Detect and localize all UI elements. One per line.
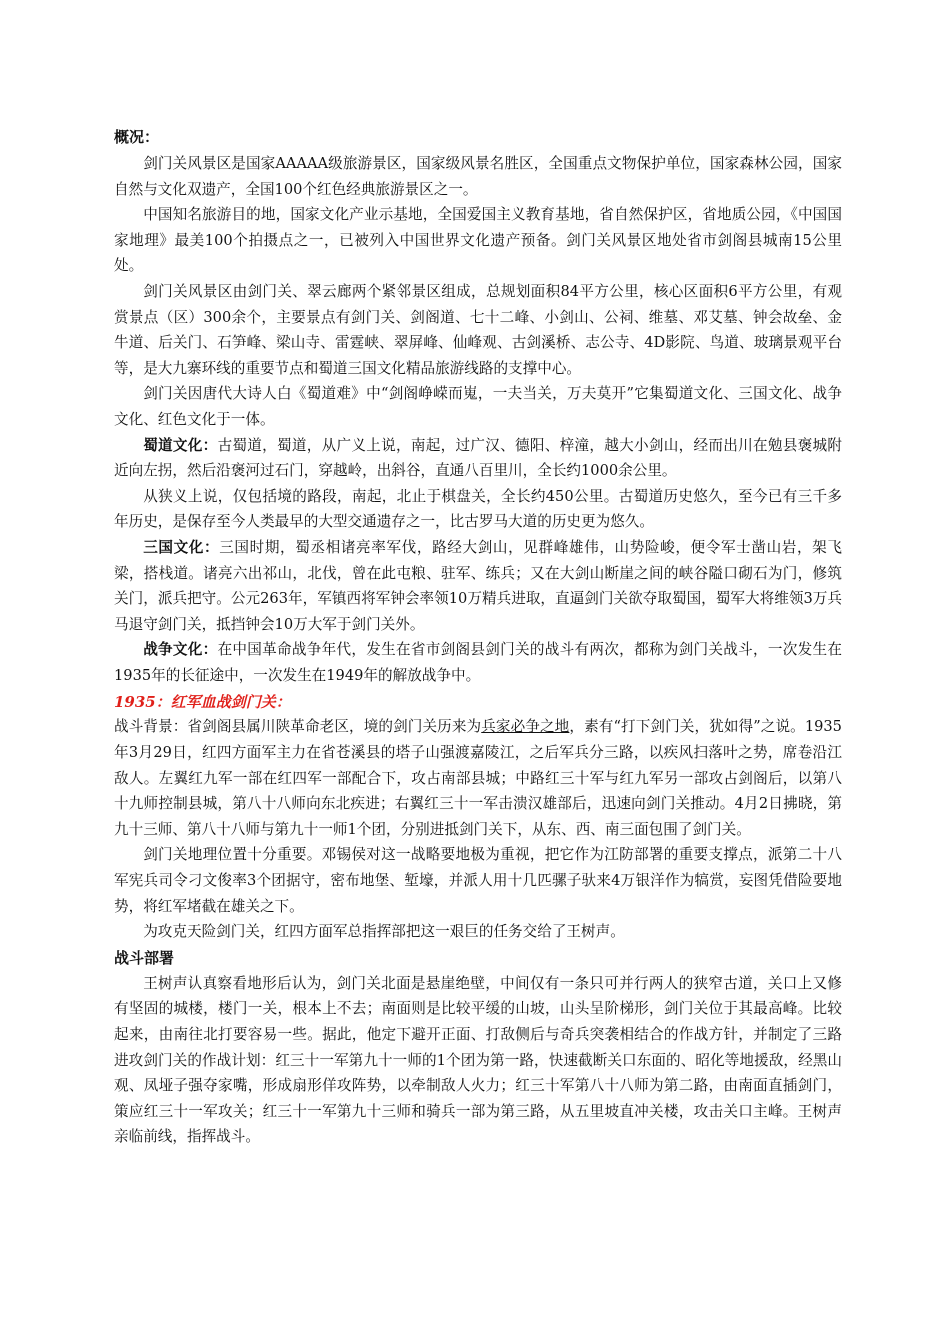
zhanzheng-text: 在中国革命战争年代，发生在省市剑阁县剑门关的战斗有两次，都称为剑门关战斗，一次发生在1935年的长征途中，一次发生在1949年的解放战争中。 xyxy=(114,641,842,684)
shudao-paragraph-1 xyxy=(114,433,842,484)
overview-heading: 概况： xyxy=(114,128,160,146)
overview-paragraph-2: 中国知名旅游目的地，国家文化产业示基地，全国爱国主义教育基地，省自然保护区，省地质公园，《中国国家地理》最美100个拍摄点之一，已被列入中国世界文化遗产预备。剑门关风景区地处省市剑阁县城南15公里处。 xyxy=(114,206,842,275)
redarmy-bg-underline: 兵家必争之地 xyxy=(481,718,570,736)
deployment-heading: 战斗部署 xyxy=(114,948,175,967)
redarmy-paragraph-3: 为攻克天险剑门关，红四方面军总指挥部把这一艰巨的任务交给了王树声。 xyxy=(143,923,625,941)
zhanzheng-paragraph xyxy=(114,637,842,688)
shudao-paragraph-2: 从狭义上说，仅包括境的路段，南起，北止于棋盘关，全长约450公里。古蜀道历史悠久，至今已有三千多年历史，是保存至今人类最早的大型交通遗存之一，比古罗马大道的历史更为悠久。 xyxy=(114,487,842,531)
shudao-lead: 蜀道文化： xyxy=(143,436,218,454)
deployment-paragraph: 王树声认真察看地形后认为，剑门关北面是悬崖绝壁，中间仅有一条只可并行两人的狭窄古道，关口上又修有坚固的城楼，楼门一关，根本上不去；南面则是比较平缓的山坡，山头呈阶梯形，剑门关位于其最高峰。比较起来，由南往北打要容易一些。据此，他定下避开正面、打敌侧后与奇兵突袭相结合的作战方针，并制定了三路进攻剑门关的作战计划：红三十一军第九十一师的1个团为第一路，快速截断关口东面的、昭化等地援敌，经黑山观、凤垭子强夺家嘴，形成扇形佯攻阵势，以牵制敌人火力；红三十军第八十八师为第二路，由南面直插剑门，策应红三十一军攻关；红三十一军第九十三师和骑兵一部为第三路，从五里坡直冲关楼，攻击关口主峰。王树声亲临前线，指挥战斗。 xyxy=(114,974,842,1146)
redarmy-bg-rest: ，素有“打下剑门关，犹如得”之说。1935年3月29日，红四方面军主力在省苍溪县的塔子山强渡嘉陵江，之后军兵分三路，以疾风扫落叶之势，席卷沿江敌人。左翼红九军一部在红四军一部配合下，攻占南部县城；中路红三十军与红九军另一部攻占剑阁后，以第八十九师控制县城，第八十八师向东北疾进；右翼红三十一军击溃汉雄部后，迅速向剑门关推动。4月2日拂晓，第九十三师、第八十八师与第九十一师1个团，分别进抵剑门关下，从东、西、南三面包围了剑门关。 xyxy=(114,718,842,838)
overview-paragraph-4: 剑门关因唐代大诗人白《蜀道难》中“剑阁峥嵘而嵬，一夫当关，万夫莫开”它集蜀道文化、三国文化、战争文化、红色文化于一体。 xyxy=(114,385,842,428)
sanguo-lead: 三国文化： xyxy=(143,538,220,556)
redarmy-heading: 1935：红军血战剑门关： xyxy=(114,693,291,712)
redarmy-bg-lead: 战斗背景：省剑阁县属川陕革命老区，境的剑门关历来为 xyxy=(114,718,482,736)
sanguo-paragraph xyxy=(114,535,842,637)
shudao-text: 古蜀道，蜀道，从广义上说，南起，过广汉、德阳、梓潼，越大小剑山，经而出川在勉县褒城附近向左拐，然后沿褒河过石门，穿越岭，出斜谷，直通八百里川，全长约1000余公里。 xyxy=(114,436,842,480)
redarmy-paragraph-2: 剑门关地理位置十分重要。邓锡侯对这一战略要地极为重视，把它作为江防部署的重要支撑点，派第二十八军宪兵司令刁文俊率3个团据守，密布地堡、堑壕，并派人用十几匹骡子驮来4万银洋作为犒赏，妄图凭借险要地势，将红军堵截在雄关之下。 xyxy=(114,846,842,915)
overview-paragraph-1: 剑门关风景区是国家AAAAA级旅游景区，国家级风景名胜区，全国重点文物保护单位，国家森林公园，国家自然与文化双遗产，全国100个红色经典旅游景区之一。 xyxy=(114,155,842,198)
overview-paragraph-3: 剑门关风景区由剑门关、翠云廊两个紧邻景区组成，总规划面积84平方公里，核心区面积6平方公里，有观赏景点（区）300余个，主要景点有剑门关、剑阁道、七十二峰、小剑山、公祠、维墓、邓艾墓、钟会故垒、金牛道、后关门、石笋峰、梁山寺、雷霆峡、翠屏峰、仙峰观、古剑溪桥、志公寺、4D影院、鸟道、玻璃景观平台等，是大九寨环线的重要节点和蜀道三国文化精品旅游线路的支撑中心。 xyxy=(114,282,842,377)
zhanzheng-lead: 战争文化： xyxy=(143,641,218,659)
redarmy-background-paragraph xyxy=(114,714,842,842)
sanguo-text: 三国时期，蜀丞相诸亮率军伐，路经大剑山，见群峰雄伟，山势险峻，便令军士凿山岩，架飞梁，搭栈道。诸亮六出祁山，北伐，曾在此屯粮、驻军、练兵；又在大剑山断崖之间的峡谷隘口砌石为门，修筑关门，派兵把守。公元263年，军镇西将军钟会率领10万精兵进取，直逼剑门关欲夺取蜀国，蜀军大将维领3万兵马退守剑门关，抵挡钟会10万大军于剑门关外。 xyxy=(114,538,842,633)
